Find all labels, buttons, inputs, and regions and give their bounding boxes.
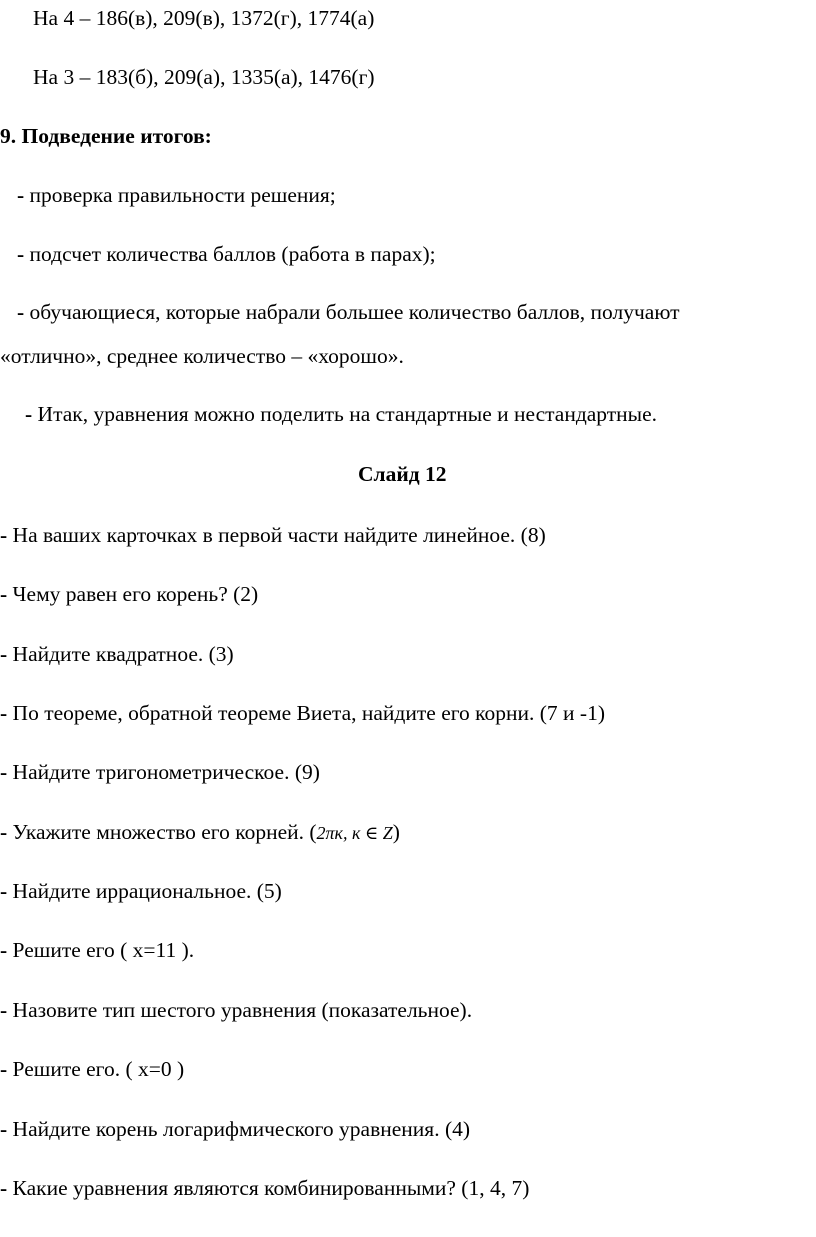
summary-item-text: подсчет количества баллов (работа в парах); [29, 242, 436, 266]
question-item [0, 938, 194, 963]
summary-item [17, 183, 336, 208]
question-item [0, 998, 472, 1023]
summary-item [25, 402, 657, 427]
summary-item-text: обучающиеся, которые набрали большее количество баллов, получают [29, 300, 680, 324]
bullet-dash: - [0, 701, 8, 725]
question-item [0, 760, 320, 785]
bullet-dash: - [0, 998, 8, 1022]
summary-item [17, 300, 680, 325]
question-item [0, 582, 258, 607]
bullet-dash: - [17, 183, 25, 207]
question-text: Найдите тригонометрическое. (9) [12, 760, 320, 784]
summary-item-continuation: «отлично», среднее количество – «хорошо». [0, 344, 404, 368]
question-item [0, 879, 282, 904]
question-text: Решите его ( х=11 ). [12, 938, 195, 962]
question-text: Какие уравнения являются комбинированными? (1, 4, 7) [12, 1176, 530, 1200]
question-text-close: ) [392, 820, 400, 844]
bullet-dash: - [0, 1057, 8, 1081]
question-item [0, 1176, 529, 1201]
question-text: Укажите множество его корней. ( [12, 820, 317, 844]
bullet-dash: - [17, 300, 25, 324]
bullet-dash: - [0, 1176, 8, 1200]
results-line-4: На 4 – 186(в), 209(в), 1372(г), 1774(а) [33, 6, 375, 30]
question-item [0, 642, 234, 667]
bullet-dash: - [0, 820, 8, 844]
bullet-dash: - [0, 1117, 8, 1141]
roots-set-formula: 2πк, к ∈ Z [316, 823, 393, 843]
results-line-3: На 3 – 183(б), 209(а), 1335(а), 1476(г) [33, 65, 375, 89]
bullet-dash: - [17, 242, 25, 266]
question-text: Назовите тип шестого уравнения (показательное). [12, 998, 473, 1022]
question-text: Чему равен его корень? (2) [12, 582, 259, 606]
summary-item [17, 242, 436, 267]
question-text: Найдите квадратное. (3) [12, 642, 234, 666]
summary-heading: 9. Подведение итогов: [0, 124, 212, 148]
question-text: На ваших карточках в первой части найдите линейное. (8) [12, 523, 546, 547]
question-item [0, 701, 605, 726]
question-item [0, 820, 400, 845]
question-text: Решите его. ( х=0 ) [12, 1057, 185, 1081]
question-item [0, 1117, 470, 1142]
slide-title: Слайд 12 [358, 462, 447, 486]
question-text: Найдите иррациональное. (5) [12, 879, 282, 903]
question-item [0, 523, 546, 548]
bullet-dash: - [0, 879, 8, 903]
bullet-dash: - [0, 523, 8, 547]
bullet-dash: - [0, 642, 8, 666]
bullet-dash: - [0, 582, 8, 606]
question-text: По теореме, обратной теореме Виета, найдите его корни. (7 и -1) [12, 701, 605, 725]
summary-item-text: Итак, уравнения можно поделить на стандартные и нестандартные. [37, 402, 658, 426]
question-item [0, 1057, 184, 1082]
question-text: Найдите корень логарифмического уравнения. (4) [12, 1117, 471, 1141]
bullet-dash: - [0, 938, 8, 962]
summary-item-text: проверка правильности решения; [29, 183, 336, 207]
bullet-dash: - [25, 402, 33, 426]
bullet-dash: - [0, 760, 8, 784]
